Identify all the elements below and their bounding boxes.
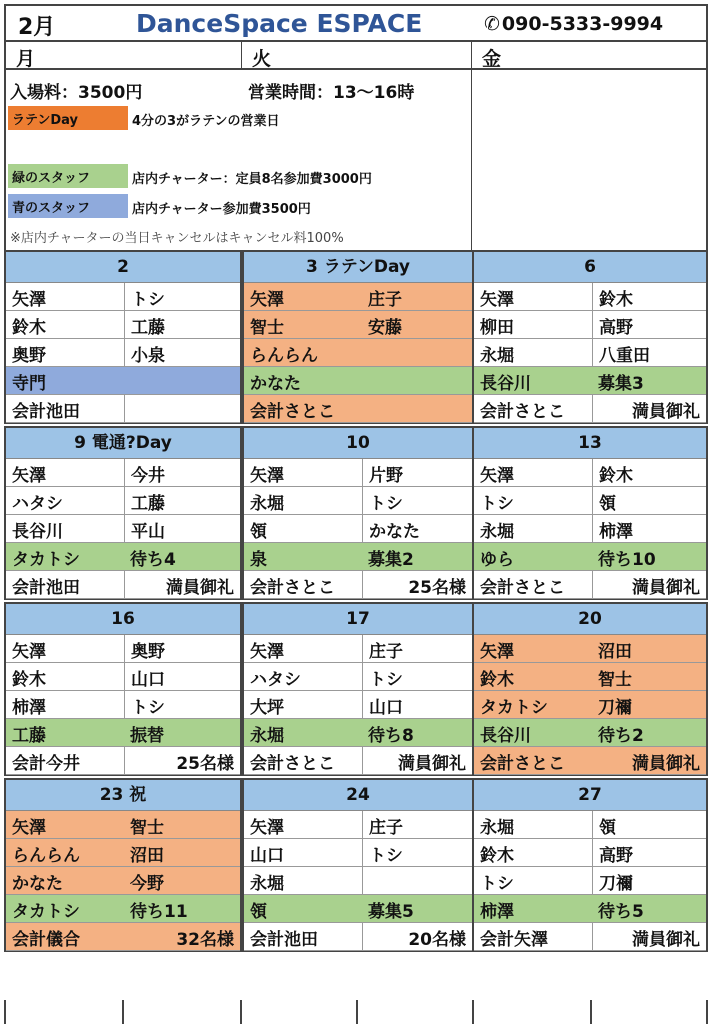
staff-name: 鈴木 [474,839,593,866]
staff-name: トシ [474,867,593,894]
staff-note [124,367,240,394]
staff-note: 待ち10 [598,550,656,570]
staff-note: 刀禰 [598,698,632,718]
staff-note: 25名様 [176,754,234,774]
staff-name: タカトシ [480,698,548,718]
staff-note: 山口 [131,670,165,690]
staff-name: 矢澤 [244,635,363,662]
staff-note: 智士 [598,670,632,690]
staff-name: 奥野 [6,339,125,366]
day-cell [472,250,708,424]
staff-row [474,395,706,423]
staff-name: 矢澤 [12,818,46,838]
staff-note: 待ち8 [368,726,414,746]
staff-name: 会計今井 [6,747,125,774]
staff-note: 工藤 [131,318,165,338]
staff-note: 高野 [599,318,633,338]
day-cell [4,778,242,952]
staff-note: 満員御礼 [398,754,466,774]
staff-row [6,635,240,663]
staff-name: 矢澤 [474,283,593,310]
staff-name: 長谷川 [480,726,531,746]
staff-row [6,339,240,367]
weekday-mon: 月 [4,42,242,70]
day-header: 27 [474,780,706,811]
day-cell [242,426,474,600]
staff-name: 会計儀合 [12,930,80,950]
staff-row [6,867,240,895]
staff-name: 大坪 [244,691,363,718]
staff-row [244,839,472,867]
staff-name: トシ [474,487,593,514]
staff-name: 矢澤 [6,283,125,310]
staff-row [474,311,706,339]
staff-name: 柿澤 [6,691,125,718]
staff-row [474,923,706,951]
staff-row [244,571,472,599]
staff-note: 満員御礼 [166,578,234,598]
staff-name: ハタシ [6,487,125,514]
staff-note: 満員御礼 [632,578,700,598]
staff-name: 会計池田 [244,923,363,950]
entry-fee: 入場料：3500円 [10,83,143,103]
month-label: 2月 [18,15,56,40]
staff-row [474,811,706,839]
staff-note: 領 [599,494,616,514]
legend-latin-day-desc: 4分の3がラテンの営業日 [132,114,280,129]
day-header: 6 [474,252,706,283]
staff-row [474,571,706,599]
staff-note: 沼田 [598,642,632,662]
staff-row [6,895,240,923]
legend-blue-staff-desc: 店内チャーター参加費3500円 [132,202,311,217]
staff-row [244,895,472,923]
staff-row [474,895,706,923]
phone-text: 090-5333-9994 [501,13,664,35]
staff-note: 満員御礼 [632,402,700,422]
staff-note: 奥野 [131,642,165,662]
day-header: 24 [244,780,472,811]
day-cell [4,426,242,600]
staff-note: かなた [369,522,420,542]
staff-note: 片野 [369,466,403,486]
staff-row [6,839,240,867]
staff-row [474,691,706,719]
staff-note: 庄子 [368,290,402,310]
staff-note: 庄子 [369,642,403,662]
staff-note: 安藤 [368,318,402,338]
staff-name: 永堀 [244,487,363,514]
staff-row [6,283,240,311]
staff-name: 矢澤 [250,290,284,310]
staff-row [244,367,472,395]
staff-name: 智士 [250,318,284,338]
business-hours: 営業時間：13〜16時 [248,83,415,103]
day-header: 16 [6,604,240,635]
staff-name: 会計池田 [6,395,125,422]
day-cell [242,602,474,776]
staff-note: 待ち11 [130,902,188,922]
day-header: 10 [244,428,472,459]
staff-name: 柳田 [474,311,593,338]
staff-note [362,367,472,394]
staff-note: 振替 [130,726,164,746]
staff-name: 会計さとこ [480,754,565,774]
staff-note: 募集3 [598,374,644,394]
weekday-fri: 金 [472,42,708,70]
staff-row [6,691,240,719]
staff-row [474,663,706,691]
staff-name: タカトシ [12,550,80,570]
staff-note: 平山 [131,522,165,542]
staff-name: 泉 [250,550,267,570]
day-header: 13 [474,428,706,459]
staff-row [6,459,240,487]
staff-row [244,747,472,775]
legend-blue-staff: 青のスタッフ [8,194,128,218]
day-header: 20 [474,604,706,635]
staff-note: 工藤 [131,494,165,514]
staff-row [6,487,240,515]
staff-note: 今野 [130,874,164,894]
staff-name: 矢澤 [244,811,363,838]
staff-row [244,339,472,367]
day-header: 9 電通?Day [6,428,240,459]
staff-name: らんらん [250,346,318,366]
staff-row [474,867,706,895]
staff-name: 矢澤 [6,459,125,486]
staff-note: 刀禰 [599,874,633,894]
staff-name: 領 [250,902,267,922]
staff-row [244,543,472,571]
info-panel [4,70,708,250]
staff-name: 会計さとこ [474,395,593,422]
staff-name: 矢澤 [6,635,125,662]
staff-name: 永堀 [474,515,593,542]
staff-note: 20名様 [408,930,466,950]
staff-name: タカトシ [12,902,80,922]
staff-note: 柿澤 [599,522,633,542]
legend-green-staff-desc: 店内チャーター：定員8名参加費3000円 [132,172,372,187]
staff-note: トシ [131,698,165,718]
staff-note [362,339,472,366]
staff-note: 庄子 [369,818,403,838]
staff-name: 工藤 [12,726,46,746]
cancellation-note: ※店内チャーターの当日キャンセルはキャンセル料100% [10,231,344,246]
staff-row [6,395,240,423]
day-header: 17 [244,604,472,635]
staff-row [244,663,472,691]
studio-title: DanceSpace ESPACE [136,9,423,38]
staff-note: 鈴木 [599,466,633,486]
staff-note: 領 [599,818,616,838]
staff-note: 募集5 [368,902,414,922]
staff-row [474,543,706,571]
staff-row [474,459,706,487]
staff-name: ハタシ [244,663,363,690]
phone-number [484,13,663,35]
staff-row [6,571,240,599]
staff-name: 永堀 [250,726,284,746]
staff-note: 八重田 [599,346,650,366]
staff-note: 沼田 [130,846,164,866]
staff-note: 高野 [599,846,633,866]
day-cell [4,250,242,424]
day-header: 23 祝 [6,780,240,811]
staff-row [474,839,706,867]
staff-name: 会計池田 [6,571,125,598]
staff-row [474,367,706,395]
staff-name: 永堀 [474,811,593,838]
staff-note: 待ち4 [130,550,176,570]
staff-row [6,515,240,543]
staff-name: らんらん [12,846,80,866]
staff-note: 待ち2 [598,726,644,746]
staff-name: 寺門 [12,374,46,394]
staff-row [6,747,240,775]
legend-green-staff: 緑のスタッフ [8,164,128,188]
day-header: 3 ラテンDay [244,252,472,283]
staff-row [244,923,472,951]
staff-name: 鈴木 [6,663,125,690]
staff-row [6,663,240,691]
staff-name: 矢澤 [480,642,514,662]
staff-row [244,811,472,839]
day-cell [4,602,242,776]
staff-row [474,487,706,515]
staff-row [244,867,472,895]
staff-note: トシ [369,494,403,514]
day-cell [242,778,474,952]
day-header: 2 [6,252,240,283]
staff-row [474,635,706,663]
day-cell [472,426,708,600]
staff-name: かなた [12,874,63,894]
staff-name: ゆら [480,550,514,570]
staff-row [6,719,240,747]
staff-note: トシ [369,846,403,866]
staff-row [244,283,472,311]
staff-row [6,311,240,339]
staff-note: 智士 [130,818,164,838]
staff-name: 会計さとこ [474,571,593,598]
staff-note: 募集2 [368,550,414,570]
day-cell [472,778,708,952]
day-cell [242,250,474,424]
staff-row [244,487,472,515]
staff-row [474,283,706,311]
staff-name: 会計さとこ [244,747,363,774]
staff-name: 矢澤 [244,459,363,486]
staff-row [244,459,472,487]
staff-row [244,635,472,663]
staff-name: 永堀 [474,339,593,366]
staff-note: 32名様 [176,930,234,950]
staff-note: 今井 [131,466,165,486]
staff-row [474,515,706,543]
sheet-header [4,4,708,42]
staff-name: 会計さとこ [244,571,363,598]
staff-row [244,395,472,423]
staff-note [363,867,472,894]
legend-latin-day: ラテンDay [8,106,128,130]
staff-note: 山口 [369,698,403,718]
staff-note: 小泉 [131,346,165,366]
staff-note: 25名様 [408,578,466,598]
staff-row [6,543,240,571]
staff-row [244,515,472,543]
staff-name: 鈴木 [6,311,125,338]
staff-name: 永堀 [244,867,363,894]
phone-icon: ✆ [484,13,500,35]
staff-name: 長谷川 [480,374,531,394]
staff-row [244,311,472,339]
staff-row [6,923,240,951]
staff-name: 柿澤 [480,902,514,922]
staff-row [474,719,706,747]
staff-note: 待ち5 [598,902,644,922]
staff-name: 会計さとこ [250,402,335,422]
day-cell [472,602,708,776]
staff-note [125,395,240,422]
staff-name: 山口 [244,839,363,866]
staff-name: 会計矢澤 [474,923,593,950]
staff-note [362,395,472,422]
staff-note: 満員御礼 [632,754,700,774]
staff-row [244,691,472,719]
staff-note: 鈴木 [599,290,633,310]
staff-row [474,747,706,775]
staff-name: 矢澤 [474,459,593,486]
staff-row [6,367,240,395]
staff-name: かなた [250,374,301,394]
staff-row [244,719,472,747]
staff-note: トシ [369,670,403,690]
staff-name: 領 [244,515,363,542]
weekday-tue: 火 [242,42,472,70]
staff-note: トシ [131,290,165,310]
staff-name: 鈴木 [480,670,514,690]
staff-row [474,339,706,367]
staff-name: 長谷川 [6,515,125,542]
staff-row [6,811,240,839]
staff-note: 満員御礼 [632,930,700,950]
